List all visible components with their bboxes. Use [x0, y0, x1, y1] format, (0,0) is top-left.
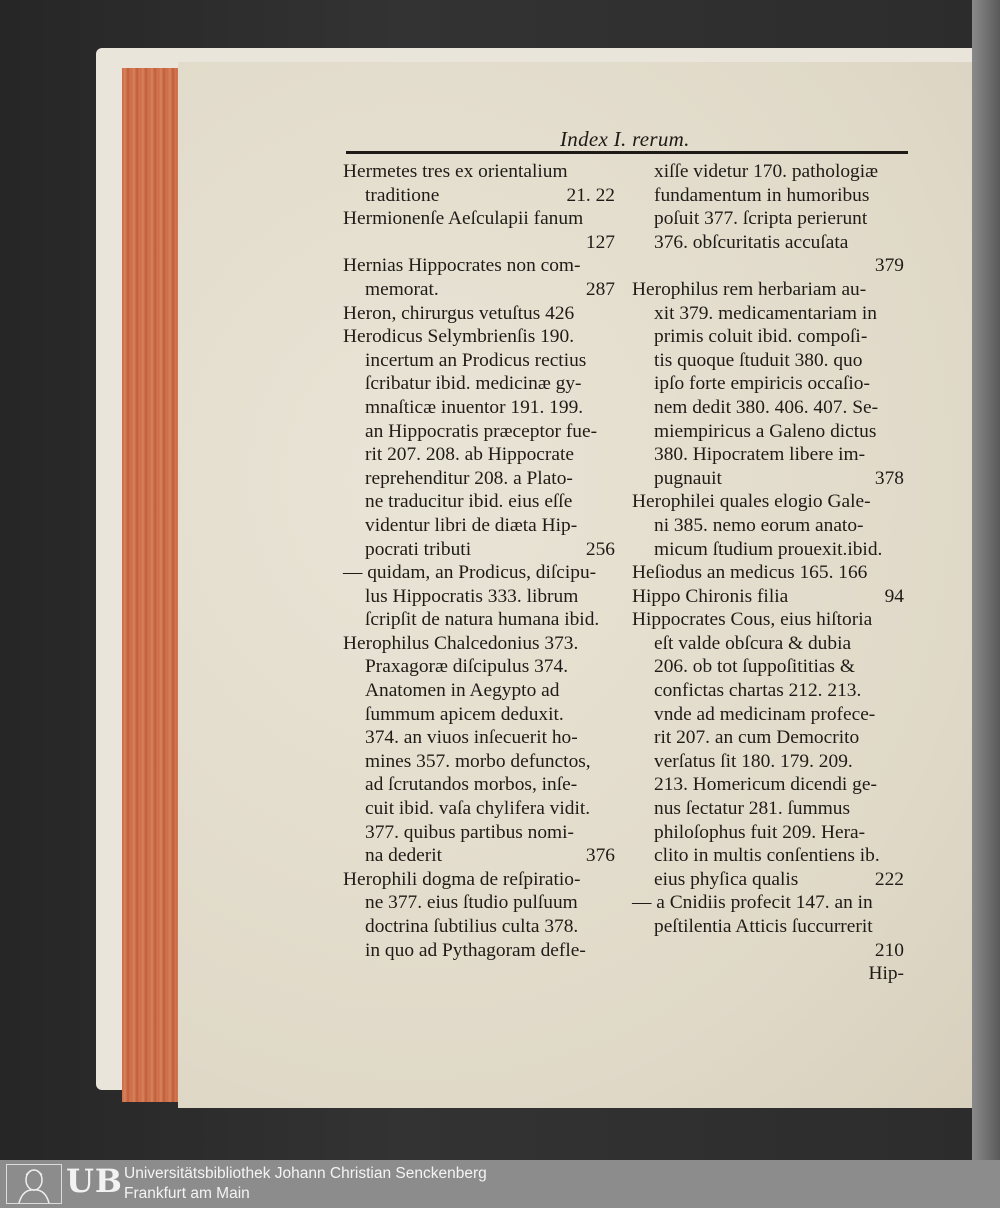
- index-line: 206. ob tot ſuppoſititias &: [654, 656, 855, 678]
- page-number: 376: [585, 845, 615, 867]
- index-line: Hippocrates Cous, eius hiſtoria: [632, 609, 873, 631]
- index-line: philoſophus fuit 209. Hera-: [654, 821, 866, 843]
- library-name: [124, 1164, 487, 1204]
- library-name-line2: Frankfurt am Main: [124, 1185, 250, 1202]
- index-line: [632, 585, 904, 609]
- index-line: ne traducitur ibid. eius eſſe: [365, 491, 573, 513]
- index-text: eius phyſica qualis: [654, 868, 799, 890]
- portrait-icon: [6, 1164, 62, 1204]
- page-number: 94: [884, 585, 904, 607]
- index-line: [343, 184, 615, 208]
- index-line: cuit ibid. vaſa chylifera vidit.: [365, 798, 591, 820]
- index-line: confictas chartas 212. 213.: [654, 680, 862, 702]
- index-line: Hernias Hippocrates non com-: [343, 255, 581, 277]
- index-line: rit 207. 208. ab Hippocrate: [365, 444, 574, 466]
- index-line: vnde ad medicinam profece-: [654, 703, 876, 725]
- page-number: 378: [874, 467, 904, 489]
- index-line: 376. obſcuritatis accuſata: [654, 231, 849, 253]
- index-line: primis coluit ibid. compoſi-: [654, 326, 868, 348]
- index-line: ad ſcrutandos morbos, inſe-: [365, 774, 578, 796]
- running-title: Index I. rerum.: [560, 127, 690, 151]
- index-text: pocrati tributi: [365, 538, 472, 560]
- index-line: xit 379. medicamentariam in: [654, 302, 877, 324]
- page-number: 21. 22: [566, 184, 615, 206]
- index-line: — quidam, an Prodicus, diſcipu-: [343, 562, 597, 584]
- index-line: tis quoque ſtuduit 380. quo: [654, 349, 863, 371]
- index-line: [632, 868, 904, 892]
- index-text: memorat.: [365, 278, 439, 300]
- index-line: videntur libri de diæta Hip-: [365, 514, 578, 536]
- index-text: traditione: [365, 184, 440, 206]
- index-line: Heſiodus an medicus 165. 166: [632, 562, 868, 584]
- index-line: ſummum apicem deduxit.: [365, 703, 564, 725]
- index-line: 377. quibus partibus nomi-: [365, 821, 574, 843]
- index-line: clito in multis conſentiens ib.: [654, 845, 880, 867]
- index-line: [343, 538, 615, 562]
- left-column: [343, 160, 615, 962]
- index-line: miempiricus a Galeno dictus: [654, 420, 877, 442]
- index-line: reprehenditur 208. a Plato-: [365, 467, 573, 489]
- index-line: micum ſtudium prouexit.ibid.: [654, 538, 883, 560]
- library-logo[interactable]: [6, 1162, 123, 1204]
- index-line: Heron, chirurgus vetuſtus 426: [343, 302, 575, 324]
- index-line: 374. an viuos inſecuerit ho-: [365, 727, 578, 749]
- index-line: ne 377. eius ſtudio pulſuum: [365, 892, 578, 914]
- index-line: Herophilei quales elogio Gale-: [632, 491, 871, 513]
- page-number: 256: [585, 538, 615, 560]
- index-line: 127: [585, 231, 615, 253]
- header-rule: [346, 151, 908, 154]
- right-column: [632, 160, 904, 986]
- index-line: 213. Homericum dicendi ge-: [654, 774, 877, 796]
- index-line: lus Hippocratis 333. librum: [365, 585, 579, 607]
- index-line: ſcribatur ibid. medicinæ gy-: [365, 373, 582, 395]
- index-line: rit 207. an cum Democrito: [654, 727, 860, 749]
- page-number: 287: [585, 278, 615, 300]
- index-line: Herodicus Selymbrienſis 190.: [343, 326, 575, 348]
- index-line: Herophili dogma de reſpiratio-: [343, 868, 581, 890]
- index-line: eſt valde obſcura & dubia: [654, 632, 852, 654]
- index-line: Herophilus rem herbariam au-: [632, 278, 867, 300]
- index-line: — a Cnidiis profecit 147. an in: [632, 892, 873, 914]
- index-line: [632, 467, 904, 491]
- index-line: 210: [874, 939, 904, 961]
- page-edges: [122, 68, 180, 1102]
- index-line: peſtilentia Atticis ſuccurrerit: [654, 916, 873, 937]
- index-text: Hippo Chironis filia: [632, 585, 789, 607]
- index-line: Hermetes tres ex orientalium: [343, 161, 568, 182]
- index-line: Hermionenſe Aeſculapii fanum: [343, 208, 584, 230]
- index-text: pugnauit: [654, 467, 722, 489]
- index-line: fundamentum in humoribus: [654, 184, 870, 206]
- index-line: nem dedit 380. 406. 407. Se-: [654, 396, 879, 418]
- index-line: incertum an Prodicus rectius: [365, 349, 587, 371]
- index-line: poſuit 377. ſcripta perierunt: [654, 208, 868, 230]
- library-name-line1: Universitätsbibliothek Johann Christian Senckenberg: [124, 1165, 487, 1182]
- index-text: na dederit: [365, 845, 442, 867]
- index-line: Anatomen in Aegypto ad: [365, 680, 560, 702]
- index-line: 380. Hipocratem libere im-: [654, 444, 866, 466]
- index-line: Praxagoræ diſcipulus 374.: [365, 656, 569, 678]
- index-line: mnaſticæ inuentor 191. 199.: [365, 396, 584, 418]
- logo-text: UB: [66, 1162, 123, 1200]
- page-number: 222: [874, 868, 904, 890]
- index-line: 379: [874, 255, 904, 277]
- index-line: mines 357. morbo defunctos,: [365, 750, 591, 772]
- index-line: Hip-: [868, 963, 904, 985]
- index-line: [343, 844, 615, 868]
- index-line: ipſo forte empiricis occaſio-: [654, 373, 870, 395]
- index-line: nus ſectatur 281. ſummus: [654, 798, 851, 820]
- index-line: doctrina ſubtilius culta 378.: [365, 916, 579, 937]
- index-line: xiſſe videtur 170. pathologiæ: [654, 161, 879, 182]
- index-line: Herophilus Chalcedonius 373.: [343, 632, 579, 654]
- gutter-shadow: [972, 0, 1000, 1160]
- index-line: verſatus ſit 180. 179. 209.: [654, 750, 853, 772]
- footer-bar: [0, 1160, 1000, 1208]
- index-line: ſcripſit de natura humana ibid.: [365, 609, 600, 631]
- index-line: in quo ad Pythagoram defle-: [365, 939, 586, 961]
- index-line: an Hippocratis præceptor fue-: [365, 420, 598, 442]
- index-line: ni 385. nemo eorum anato-: [654, 514, 864, 536]
- index-line: [343, 278, 615, 302]
